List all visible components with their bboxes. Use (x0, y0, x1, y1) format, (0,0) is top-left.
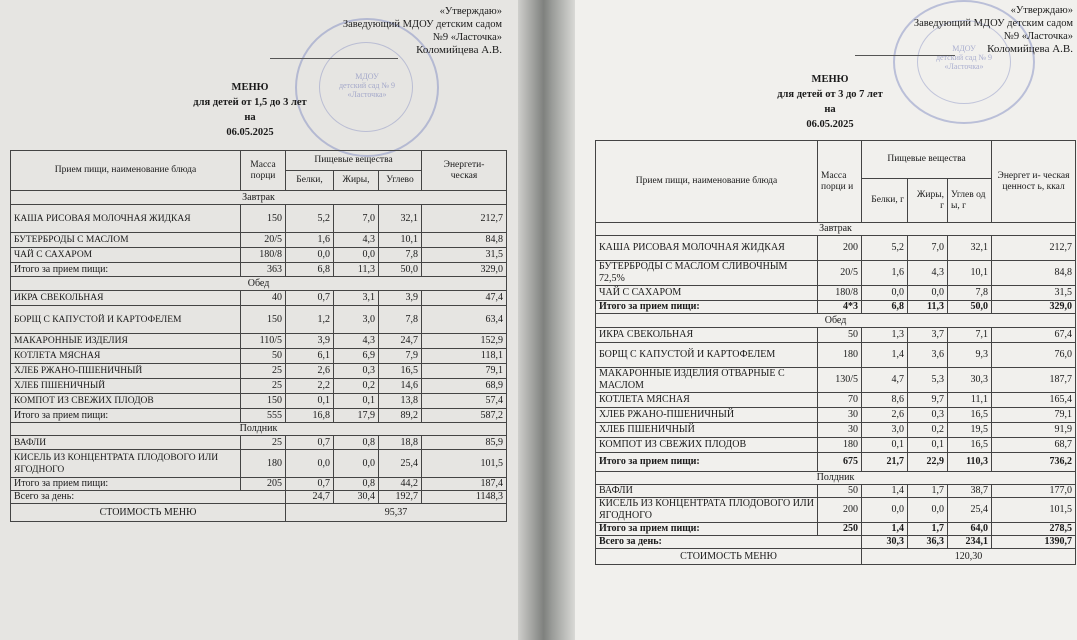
dish-protein: 1,4 (862, 343, 908, 368)
table-row (11, 233, 507, 248)
header-dish: Прием пищи, наименование блюда (596, 141, 818, 223)
header-mass: Масса порци (241, 151, 286, 191)
approve-line: №9 «Ласточка» (432, 32, 502, 43)
dish-name: ХЛЕБ РЖАНО-ПШЕНИЧНЫЙ (11, 364, 241, 379)
dish-protein: 4,7 (862, 368, 908, 393)
approve-line: Коломийцева А.В. (987, 43, 1073, 55)
total-fat: 11,3 (908, 301, 948, 314)
dish-name: ХЛЕБ ПШЕНИЧНЫЙ (11, 379, 241, 394)
dish-name: БУТЕРБРОДЫ С МАСЛОМ СЛИВОЧНЫМ 72,5% (596, 261, 818, 286)
table-row (11, 450, 507, 478)
table-row (11, 205, 507, 233)
day-total-carbs: 234,1 (948, 536, 992, 549)
section-snack: Полдник (11, 423, 507, 436)
table-row (596, 408, 1076, 423)
day-total-label: Всего за день: (11, 491, 286, 504)
dish-mass: 40 (241, 291, 286, 306)
section-lunch: Обед (11, 277, 507, 291)
dish-mass: 25 (241, 379, 286, 394)
dish-protein: 1,4 (862, 485, 908, 498)
header-energy: Энергет и- ческая ценност ь, ккал (992, 141, 1076, 223)
dish-mass: 110/5 (241, 334, 286, 349)
dish-fat: 0,0 (334, 450, 379, 478)
lunch-rows (11, 291, 507, 409)
approve-line: Коломийцева А.В. (416, 44, 502, 56)
dish-protein: 2,2 (286, 379, 334, 394)
dish-name: МАКАРОННЫЕ ИЗДЕЛИЯ (11, 334, 241, 349)
cost-value: 95,37 (286, 504, 507, 522)
section-snack: Полдник (596, 472, 1076, 485)
total-fat: 17,9 (334, 409, 379, 423)
snack-rows (596, 485, 1076, 523)
dish-carbs: 10,1 (379, 233, 422, 248)
dish-mass: 25 (241, 436, 286, 450)
total-mass: 363 (241, 263, 286, 277)
dish-mass: 180 (818, 438, 862, 453)
dish-energy: 85,9 (422, 436, 507, 450)
dish-name: КАША РИСОВАЯ МОЛОЧНАЯ ЖИДКАЯ (596, 236, 818, 261)
table-row (596, 286, 1076, 301)
dish-fat: 0,0 (908, 286, 948, 301)
dish-name: ЧАЙ С САХАРОМ (596, 286, 818, 301)
dish-carbs: 9,3 (948, 343, 992, 368)
total-protein: 16,8 (286, 409, 334, 423)
dish-carbs: 7,8 (379, 248, 422, 263)
dish-energy: 152,9 (422, 334, 507, 349)
total-carbs: 44,2 (379, 478, 422, 491)
book-gutter (518, 0, 575, 640)
dish-mass: 150 (241, 394, 286, 409)
total-mass: 205 (241, 478, 286, 491)
total-row (596, 453, 1076, 472)
dish-name: ХЛЕБ ПШЕНИЧНЫЙ (596, 423, 818, 438)
right-page (575, 0, 1077, 640)
table-row (11, 306, 507, 334)
dish-carbs: 7,8 (948, 286, 992, 301)
total-carbs: 50,0 (379, 263, 422, 277)
dish-protein: 0,0 (286, 450, 334, 478)
table-row (596, 328, 1076, 343)
day-total-fat: 30,4 (334, 491, 379, 504)
dish-name: КОТЛЕТА МЯСНАЯ (11, 349, 241, 364)
dish-mass: 30 (818, 423, 862, 438)
breakfast-rows (11, 205, 507, 263)
dish-mass: 200 (818, 236, 862, 261)
dish-fat: 3,1 (334, 291, 379, 306)
total-protein: 0,7 (286, 478, 334, 491)
dish-name: КОМПОТ ИЗ СВЕЖИХ ПЛОДОВ (11, 394, 241, 409)
dish-energy: 212,7 (992, 236, 1076, 261)
table-row (11, 349, 507, 364)
total-label: Итого за прием пищи: (596, 453, 818, 472)
dish-carbs: 18,8 (379, 436, 422, 450)
table-row (596, 423, 1076, 438)
dish-mass: 180 (241, 450, 286, 478)
left-page (0, 0, 518, 640)
dish-energy: 91,9 (992, 423, 1076, 438)
dish-carbs: 19,5 (948, 423, 992, 438)
dish-protein: 5,2 (862, 236, 908, 261)
dish-protein: 6,1 (286, 349, 334, 364)
dish-carbs: 10,1 (948, 261, 992, 286)
total-carbs: 50,0 (948, 301, 992, 314)
dish-carbs: 32,1 (948, 236, 992, 261)
dish-fat: 0,1 (908, 438, 948, 453)
total-mass: 4*3 (818, 301, 862, 314)
dish-name: ЧАЙ С САХАРОМ (11, 248, 241, 263)
breakfast-rows (596, 236, 1076, 301)
dish-energy: 63,4 (422, 306, 507, 334)
dish-mass: 30 (818, 408, 862, 423)
day-total-protein: 24,7 (286, 491, 334, 504)
table-row (596, 236, 1076, 261)
total-label: Итого за прием пищи: (11, 478, 241, 491)
day-total-label: Всего за день: (596, 536, 862, 549)
total-fat: 0,8 (334, 478, 379, 491)
dish-energy: 187,7 (992, 368, 1076, 393)
dish-carbs: 3,9 (379, 291, 422, 306)
day-total-row (11, 491, 507, 504)
dish-energy: 68,9 (422, 379, 507, 394)
dish-energy: 101,5 (992, 498, 1076, 523)
header-carbs: Углев од ы, г (948, 179, 992, 223)
table-row (11, 379, 507, 394)
dish-name: МАКАРОННЫЕ ИЗДЕЛИЯ ОТВАРНЫЕ С МАСЛОМ (596, 368, 818, 393)
approval-block (343, 5, 502, 57)
cost-label: СТОИМОСТЬ МЕНЮ (11, 504, 286, 522)
dish-carbs: 7,1 (948, 328, 992, 343)
dish-energy: 79,1 (992, 408, 1076, 423)
dish-protein: 0,1 (286, 394, 334, 409)
dish-fat: 1,7 (908, 485, 948, 498)
dish-mass: 50 (818, 328, 862, 343)
approve-line: Заведующий МДОУ детским садом (342, 19, 502, 30)
table-row (596, 438, 1076, 453)
dish-carbs: 38,7 (948, 485, 992, 498)
dish-protein: 0,7 (286, 436, 334, 450)
dish-energy: 84,8 (422, 233, 507, 248)
header-carbs: Углево (379, 171, 422, 191)
dish-name: ВАФЛИ (596, 485, 818, 498)
dish-carbs: 7,9 (379, 349, 422, 364)
stamp-seal-right: МДОУ детский сад № 9 «Ласточка» (893, 0, 1035, 124)
day-total-energy: 1148,3 (422, 491, 507, 504)
total-energy: 329,0 (992, 301, 1076, 314)
total-row (11, 263, 507, 277)
dish-name: КОМПОТ ИЗ СВЕЖИХ ПЛОДОВ (596, 438, 818, 453)
day-total-protein: 30,3 (862, 536, 908, 549)
header-mass: Масса порци и (818, 141, 862, 223)
dish-energy: 68,7 (992, 438, 1076, 453)
approve-line: Заведующий МДОУ детским садом (913, 18, 1073, 29)
dish-energy: 118,1 (422, 349, 507, 364)
dish-fat: 0,2 (334, 379, 379, 394)
total-protein: 6,8 (862, 301, 908, 314)
total-carbs: 64,0 (948, 523, 992, 536)
dish-mass: 25 (241, 364, 286, 379)
dish-energy: 212,7 (422, 205, 507, 233)
dish-energy: 47,4 (422, 291, 507, 306)
dish-energy: 165,4 (992, 393, 1076, 408)
dish-mass: 50 (818, 485, 862, 498)
dish-fat: 0,0 (334, 248, 379, 263)
total-label: Итого за прием пищи: (11, 409, 241, 423)
total-fat: 11,3 (334, 263, 379, 277)
menu-title: МЕНЮ для детей от 1,5 до 3 лет на 06.05.2025 (193, 82, 307, 138)
table-row (596, 498, 1076, 523)
dish-carbs: 16,5 (948, 408, 992, 423)
dish-protein: 1,2 (286, 306, 334, 334)
section-breakfast: Завтрак (596, 223, 1076, 236)
table-row (11, 248, 507, 263)
total-carbs: 89,2 (379, 409, 422, 423)
dish-fat: 0,3 (908, 408, 948, 423)
total-label: Итого за прием пищи: (596, 523, 818, 536)
total-fat: 1,7 (908, 523, 948, 536)
table-row (11, 436, 507, 450)
total-energy: 329,0 (422, 263, 507, 277)
dish-fat: 0,0 (908, 498, 948, 523)
dish-carbs: 32,1 (379, 205, 422, 233)
dish-name: КАША РИСОВАЯ МОЛОЧНАЯ ЖИДКАЯ (11, 205, 241, 233)
header-protein: Белки, г (862, 179, 908, 223)
dish-energy: 57,4 (422, 394, 507, 409)
total-energy: 736,2 (992, 453, 1076, 472)
dish-carbs: 24,7 (379, 334, 422, 349)
total-energy: 187,4 (422, 478, 507, 491)
header-fat: Жиры, (334, 171, 379, 191)
approve-line: «Утверждаю» (1010, 5, 1073, 16)
total-mass: 250 (818, 523, 862, 536)
dish-fat: 0,2 (908, 423, 948, 438)
total-row (596, 301, 1076, 314)
day-total-energy: 1390,7 (992, 536, 1076, 549)
day-total-fat: 36,3 (908, 536, 948, 549)
header-nutrients: Пищевые вещества (286, 151, 422, 171)
dish-energy: 31,5 (992, 286, 1076, 301)
dish-mass: 150 (241, 306, 286, 334)
total-mass: 555 (241, 409, 286, 423)
dish-carbs: 30,3 (948, 368, 992, 393)
dish-fat: 9,7 (908, 393, 948, 408)
total-carbs: 110,3 (948, 453, 992, 472)
total-label: Итого за прием пищи: (596, 301, 818, 314)
dish-fat: 0,3 (334, 364, 379, 379)
header-protein: Белки, (286, 171, 334, 191)
dish-mass: 180/8 (818, 286, 862, 301)
dish-fat: 4,3 (334, 233, 379, 248)
dish-name: ИКРА СВЕКОЛЬНАЯ (596, 328, 818, 343)
dish-energy: 84,8 (992, 261, 1076, 286)
dish-mass: 20/5 (818, 261, 862, 286)
table-row (596, 261, 1076, 286)
dish-protein: 3,0 (862, 423, 908, 438)
dish-protein: 0,1 (862, 438, 908, 453)
stamp-seal-left: МДОУ детский сад № 9 «Ласточка» (295, 18, 439, 157)
day-total-carbs: 192,7 (379, 491, 422, 504)
dish-name: БОРЩ С КАПУСТОЙ И КАРТОФЕЛЕМ (11, 306, 241, 334)
total-protein: 6,8 (286, 263, 334, 277)
dish-fat: 6,9 (334, 349, 379, 364)
table-row (596, 368, 1076, 393)
menu-title: МЕНЮ для детей от 3 до 7 лет на 06.05.2025 (777, 74, 883, 130)
dish-carbs: 13,8 (379, 394, 422, 409)
dish-carbs: 11,1 (948, 393, 992, 408)
table-row (596, 485, 1076, 498)
dish-protein: 0,0 (286, 248, 334, 263)
approve-line: №9 «Ласточка» (1003, 31, 1073, 42)
dish-fat: 3,0 (334, 306, 379, 334)
dish-protein: 0,0 (862, 498, 908, 523)
table-row (11, 364, 507, 379)
dish-name: ХЛЕБ РЖАНО-ПШЕНИЧНЫЙ (596, 408, 818, 423)
dish-name: БОРЩ С КАПУСТОЙ И КАРТОФЕЛЕМ (596, 343, 818, 368)
dish-protein: 2,6 (862, 408, 908, 423)
dish-protein: 5,2 (286, 205, 334, 233)
approval-block (914, 4, 1073, 56)
dish-name: БУТЕРБРОДЫ С МАСЛОМ (11, 233, 241, 248)
dish-mass: 130/5 (818, 368, 862, 393)
table-row (596, 393, 1076, 408)
menu-table-left (10, 150, 507, 522)
table-row (11, 394, 507, 409)
total-label: Итого за прием пищи: (11, 263, 241, 277)
dish-protein: 0,7 (286, 291, 334, 306)
dish-protein: 2,6 (286, 364, 334, 379)
dish-fat: 3,7 (908, 328, 948, 343)
dish-energy: 101,5 (422, 450, 507, 478)
table-row (596, 343, 1076, 368)
approve-line: «Утверждаю» (439, 6, 502, 17)
total-row (596, 523, 1076, 536)
dish-carbs: 7,8 (379, 306, 422, 334)
dish-carbs: 14,6 (379, 379, 422, 394)
total-row (11, 409, 507, 423)
dish-mass: 20/5 (241, 233, 286, 248)
dish-fat: 4,3 (908, 261, 948, 286)
dish-carbs: 16,5 (948, 438, 992, 453)
total-mass: 675 (818, 453, 862, 472)
total-row (11, 478, 507, 491)
dish-fat: 4,3 (334, 334, 379, 349)
dish-fat: 3,6 (908, 343, 948, 368)
table-row (11, 334, 507, 349)
dish-protein: 3,9 (286, 334, 334, 349)
dish-mass: 150 (241, 205, 286, 233)
total-protein: 1,4 (862, 523, 908, 536)
dish-carbs: 25,4 (379, 450, 422, 478)
dish-name: ИКРА СВЕКОЛЬНАЯ (11, 291, 241, 306)
dish-fat: 0,1 (334, 394, 379, 409)
dish-energy: 177,0 (992, 485, 1076, 498)
dish-fat: 7,0 (334, 205, 379, 233)
dish-energy: 79,1 (422, 364, 507, 379)
section-lunch: Обед (596, 314, 1076, 328)
header-nutrients: Пищевые вещества (862, 141, 992, 179)
dish-carbs: 16,5 (379, 364, 422, 379)
dish-protein: 1,3 (862, 328, 908, 343)
dish-energy: 76,0 (992, 343, 1076, 368)
table-row (11, 291, 507, 306)
dish-name: КИСЕЛЬ ИЗ КОНЦЕНТРАТА ПЛОДОВОГО ИЛИ ЯГОДНОГО (11, 450, 241, 478)
dish-mass: 50 (241, 349, 286, 364)
cost-value: 120,30 (862, 549, 1076, 565)
total-energy: 587,2 (422, 409, 507, 423)
total-energy: 278,5 (992, 523, 1076, 536)
dish-protein: 1,6 (862, 261, 908, 286)
dish-mass: 200 (818, 498, 862, 523)
dish-name: КОТЛЕТА МЯСНАЯ (596, 393, 818, 408)
header-dish: Прием пищи, наименование блюда (11, 151, 241, 191)
dish-name: ВАФЛИ (11, 436, 241, 450)
dish-fat: 7,0 (908, 236, 948, 261)
dish-fat: 0,8 (334, 436, 379, 450)
dish-mass: 180 (818, 343, 862, 368)
section-breakfast: Завтрак (11, 191, 507, 205)
dish-protein: 1,6 (286, 233, 334, 248)
dish-fat: 5,3 (908, 368, 948, 393)
dish-protein: 8,6 (862, 393, 908, 408)
dish-energy: 31,5 (422, 248, 507, 263)
total-protein: 21,7 (862, 453, 908, 472)
snack-rows (11, 436, 507, 478)
dish-protein: 0,0 (862, 286, 908, 301)
cost-label: СТОИМОСТЬ МЕНЮ (596, 549, 862, 565)
dish-carbs: 25,4 (948, 498, 992, 523)
lunch-rows (596, 328, 1076, 453)
dish-mass: 180/8 (241, 248, 286, 263)
day-total-row (596, 536, 1076, 549)
dish-name: КИСЕЛЬ ИЗ КОНЦЕНТРАТА ПЛОДОВОГО ИЛИ ЯГОДНОГО (596, 498, 818, 523)
header-fat: Жиры, г (908, 179, 948, 223)
dish-mass: 70 (818, 393, 862, 408)
total-fat: 22,9 (908, 453, 948, 472)
header-energy: Энергети- ческая (422, 151, 507, 191)
dish-energy: 67,4 (992, 328, 1076, 343)
menu-table-right (595, 140, 1076, 565)
